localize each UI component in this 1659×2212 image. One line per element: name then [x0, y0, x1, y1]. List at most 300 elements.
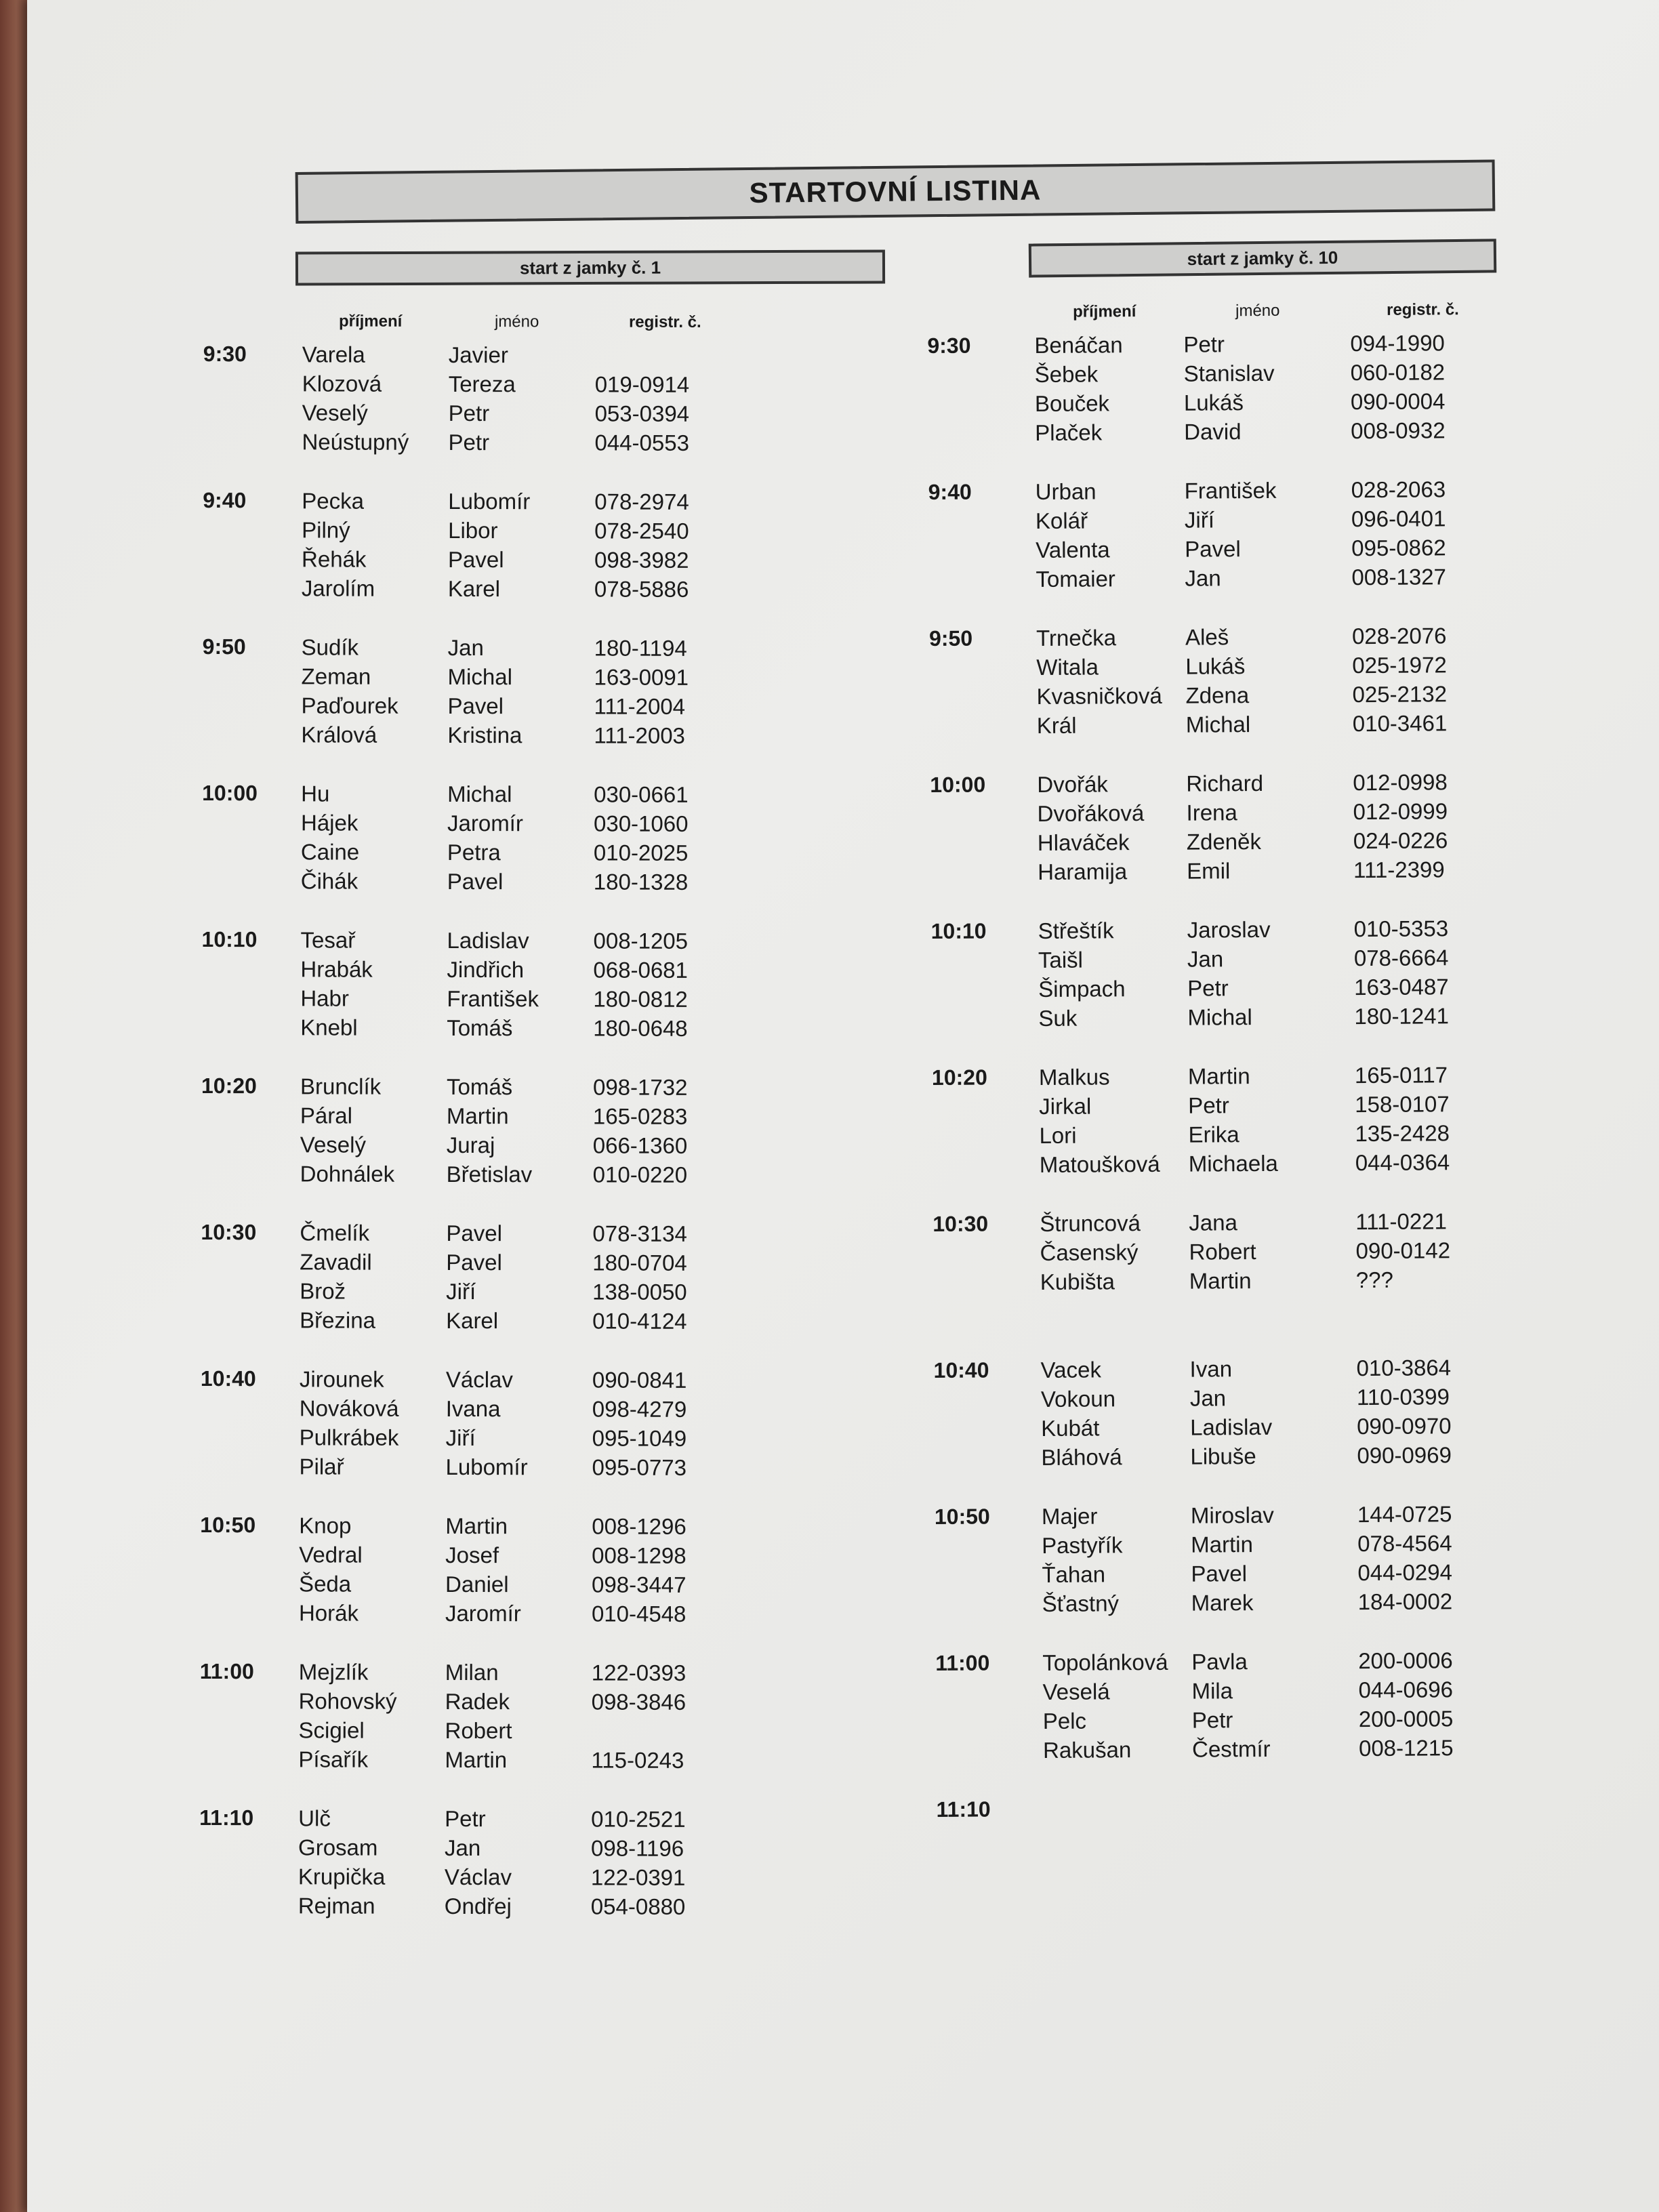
- player-row: [202, 927, 812, 958]
- player-registration: 010-4124: [592, 1308, 687, 1334]
- player-surname: Březina: [300, 1307, 376, 1333]
- player-surname: Šťastný: [1042, 1591, 1120, 1616]
- tee-time: 10:20: [201, 1073, 257, 1099]
- player-first-name: Pavel: [447, 546, 504, 573]
- player-first-name: Radek: [445, 1688, 510, 1715]
- player-row: [930, 827, 1540, 859]
- player-row: [934, 1383, 1544, 1416]
- player-row: [201, 1307, 811, 1338]
- player-surname: Paďourek: [301, 693, 398, 718]
- player-row: [199, 1717, 809, 1748]
- player-surname: Lori: [1039, 1122, 1077, 1149]
- player-surname: Grosam: [298, 1835, 378, 1860]
- player-first-name: Ivan: [1189, 1356, 1233, 1382]
- player-surname: Pecka: [302, 488, 365, 514]
- player-surname: Čmelík: [300, 1220, 370, 1246]
- player-first-name: Jiří: [446, 1278, 476, 1305]
- player-first-name: Pavel: [446, 1220, 503, 1246]
- player-surname: Štruncová: [1040, 1210, 1141, 1237]
- player-surname: Pilný: [302, 517, 350, 543]
- player-first-name: František: [447, 985, 539, 1012]
- player-surname: Valenta: [1036, 537, 1110, 563]
- player-registration: 090-0004: [1350, 388, 1446, 415]
- player-registration: 098-3447: [592, 1572, 687, 1597]
- player-registration: 010-2521: [591, 1806, 686, 1832]
- tee-time: 10:30: [933, 1211, 989, 1236]
- player-row: [933, 1208, 1542, 1240]
- player-registration: 066-1360: [592, 1132, 688, 1158]
- player-first-name: Robert: [1189, 1239, 1256, 1265]
- player-row: [203, 546, 813, 577]
- header-surname: příjmení: [1072, 302, 1136, 321]
- player-registration: 060-0182: [1350, 359, 1446, 386]
- player-registration: 010-2025: [593, 840, 689, 865]
- player-first-name: Petr: [1188, 1092, 1229, 1118]
- player-surname: Zeman: [301, 663, 371, 689]
- tee-time: 9:40: [203, 487, 247, 513]
- player-registration: 098-3982: [594, 547, 689, 573]
- player-registration: 078-4564: [1357, 1530, 1452, 1557]
- player-first-name: Michal: [447, 781, 512, 807]
- player-first-name: Zdeněk: [1186, 829, 1262, 855]
- player-row: [202, 810, 812, 840]
- player-row: [201, 1425, 811, 1455]
- player-row: [199, 1746, 809, 1777]
- player-row: [201, 1278, 811, 1309]
- player-surname: Písařík: [298, 1746, 369, 1772]
- player-first-name: Milan: [445, 1659, 499, 1685]
- player-surname: Vokoun: [1040, 1386, 1116, 1412]
- player-surname: Kvasničková: [1036, 682, 1162, 710]
- section-header-hole-10: [1029, 239, 1496, 277]
- tee-time: 10:30: [201, 1219, 257, 1245]
- player-row: [200, 1571, 810, 1601]
- player-row: [928, 417, 1538, 449]
- player-surname: Klozová: [302, 371, 382, 396]
- player-first-name: Richard: [1186, 770, 1264, 796]
- player-row: [202, 781, 812, 811]
- player-row: [929, 622, 1539, 655]
- player-surname: Suk: [1038, 1005, 1078, 1031]
- player-registration: 122-0391: [590, 1864, 686, 1890]
- player-row: [203, 575, 813, 606]
- tee-time-group: [200, 1513, 811, 1660]
- player-registration: 010-3864: [1356, 1355, 1452, 1381]
- player-registration: 008-1298: [592, 1542, 687, 1568]
- player-first-name: Jiří: [1184, 507, 1215, 533]
- player-row: [936, 1734, 1546, 1767]
- player-first-name: Jindřich: [447, 956, 525, 983]
- tee-time: 10:00: [202, 780, 258, 806]
- player-surname: Brož: [300, 1278, 346, 1304]
- player-first-name: Petr: [1187, 975, 1229, 1001]
- player-row: [931, 944, 1541, 977]
- player-first-name: Ladislav: [447, 927, 529, 954]
- tee-time-group: [199, 1659, 810, 1807]
- player-registration: 090-0970: [1357, 1413, 1452, 1439]
- player-registration: 090-0841: [592, 1367, 687, 1393]
- player-registration: 078-2974: [594, 489, 689, 514]
- player-row: [203, 429, 813, 459]
- player-surname: Dvořáková: [1037, 800, 1145, 827]
- player-surname: Jirkal: [1039, 1093, 1092, 1120]
- player-first-name: Lubomír: [448, 488, 531, 514]
- player-registration: 165-0117: [1354, 1062, 1448, 1088]
- header-registration: registr. č.: [1386, 300, 1459, 319]
- player-registration: 008-1205: [593, 928, 689, 954]
- tee-time-group: [931, 915, 1542, 1065]
- player-registration: 184-0002: [1357, 1589, 1453, 1615]
- player-surname: Dvořák: [1037, 771, 1108, 798]
- player-first-name: Michaela: [1188, 1150, 1278, 1176]
- section-header-hole-1: [295, 249, 885, 285]
- player-surname: Brunclík: [300, 1073, 382, 1099]
- player-surname: Zavadil: [300, 1249, 372, 1275]
- player-registration: 180-0812: [593, 986, 688, 1012]
- player-row: [932, 1120, 1542, 1152]
- player-surname: Hu: [301, 781, 330, 806]
- player-surname: Urban: [1035, 478, 1097, 505]
- player-row: [935, 1588, 1545, 1620]
- section-heading: start z jamky č. 1: [519, 257, 661, 278]
- player-row: [929, 680, 1539, 713]
- player-first-name: Kristina: [447, 722, 523, 748]
- player-surname: Král: [1036, 712, 1077, 739]
- player-surname: Dohnálek: [300, 1161, 395, 1187]
- player-row: [930, 769, 1540, 801]
- player-first-name: Michal: [1185, 712, 1251, 737]
- player-row: [200, 1659, 810, 1689]
- player-first-name: Jaromír: [447, 810, 523, 836]
- player-registration: 111-2004: [594, 693, 686, 719]
- player-registration: 044-0294: [1357, 1559, 1453, 1586]
- player-registration: 098-4279: [592, 1396, 687, 1422]
- player-surname: Haramija: [1038, 859, 1128, 885]
- player-surname: Taišl: [1038, 947, 1084, 973]
- player-first-name: František: [1184, 477, 1277, 504]
- player-row: [935, 1530, 1544, 1562]
- player-registration: 044-0696: [1358, 1677, 1454, 1703]
- player-registration: 180-1241: [1354, 1003, 1450, 1029]
- player-row: [199, 1835, 809, 1865]
- tee-time-group: [199, 1805, 810, 1953]
- header-registration: registr. č.: [628, 312, 701, 331]
- player-row: [200, 1688, 810, 1719]
- player-row: [933, 1237, 1542, 1269]
- player-first-name: Michal: [1187, 1004, 1252, 1030]
- player-surname: Knop: [299, 1513, 352, 1538]
- player-row: [932, 1090, 1542, 1123]
- player-registration: 053-0394: [594, 401, 690, 426]
- player-first-name: Lukáš: [1183, 390, 1244, 415]
- player-row: [934, 1354, 1544, 1387]
- document-title: STARTOVNÍ LISTINA: [749, 173, 1042, 209]
- player-surname: Šimpach: [1038, 976, 1126, 1002]
- player-registration: 110-0399: [1356, 1384, 1450, 1410]
- player-surname: Veselý: [302, 400, 368, 426]
- tee-time-group: [200, 1366, 811, 1514]
- player-surname: Jirounek: [299, 1366, 384, 1392]
- player-first-name: Lubomír: [445, 1454, 528, 1480]
- player-surname: Šeda: [299, 1571, 352, 1597]
- player-surname: Topolánková: [1042, 1649, 1168, 1675]
- player-row: [203, 371, 813, 401]
- player-row: [203, 517, 813, 548]
- player-first-name: Zdena: [1185, 682, 1250, 708]
- player-registration: 012-0998: [1353, 769, 1448, 796]
- player-first-name: Petr: [445, 1805, 486, 1832]
- player-registration: 008-1215: [1358, 1735, 1454, 1761]
- tee-time-group: [934, 1354, 1544, 1504]
- player-first-name: Jan: [445, 1835, 481, 1861]
- player-registration: 028-2076: [1351, 623, 1447, 649]
- player-registration: 078-3134: [592, 1221, 687, 1246]
- player-row: [202, 722, 812, 752]
- player-surname: Malkus: [1038, 1064, 1110, 1090]
- player-registration: 030-1060: [593, 811, 689, 836]
- player-registration: 044-0364: [1355, 1149, 1450, 1176]
- player-row: [199, 1893, 809, 1923]
- player-registration: 095-1049: [592, 1425, 687, 1451]
- tee-time-group: [935, 1647, 1546, 1797]
- header-first-name: jméno: [494, 312, 539, 331]
- player-first-name: Mila: [1191, 1678, 1233, 1704]
- player-row: [928, 563, 1538, 596]
- tee-time: 10:50: [200, 1512, 256, 1538]
- player-surname: Plaček: [1035, 419, 1103, 446]
- player-row: [928, 476, 1538, 508]
- player-surname: Řehák: [301, 546, 367, 572]
- header-surname: příjmení: [338, 312, 403, 331]
- player-registration: 078-5886: [594, 576, 689, 602]
- player-row: [935, 1647, 1545, 1679]
- player-row: [201, 1103, 811, 1133]
- player-first-name: Jan: [1187, 946, 1224, 972]
- player-row: [203, 663, 813, 694]
- player-first-name: Marek: [1191, 1590, 1254, 1616]
- player-surname: Králová: [301, 722, 377, 747]
- player-registration: 010-0220: [592, 1162, 688, 1187]
- player-surname: Benáčan: [1034, 332, 1123, 359]
- player-first-name: Petr: [448, 400, 490, 426]
- player-row: [931, 915, 1541, 947]
- player-registration: 138-0050: [592, 1279, 687, 1305]
- player-row: [200, 1542, 810, 1572]
- tee-time-group: [932, 1061, 1542, 1211]
- player-registration: 028-2063: [1351, 476, 1446, 503]
- tee-time: 9:30: [927, 333, 971, 358]
- player-row: [935, 1676, 1545, 1708]
- player-first-name: Libor: [448, 517, 498, 544]
- player-first-name: Karel: [447, 575, 501, 602]
- tee-time-group: [935, 1500, 1545, 1650]
- player-registration: 111-0221: [1355, 1208, 1447, 1235]
- player-registration: 098-1732: [592, 1074, 688, 1100]
- player-first-name: Aleš: [1185, 624, 1229, 650]
- player-first-name: Tereza: [448, 371, 516, 397]
- player-registration: 012-0999: [1353, 798, 1448, 825]
- player-surname: Knebl: [300, 1015, 358, 1040]
- player-surname: Krupička: [298, 1864, 386, 1889]
- player-first-name: Erika: [1188, 1122, 1240, 1147]
- player-surname: Tomaier: [1036, 566, 1115, 592]
- player-registration: 010-5353: [1353, 916, 1449, 942]
- section-heading: start z jamky č. 10: [1187, 247, 1338, 269]
- player-first-name: Václav: [445, 1366, 513, 1393]
- player-row: [203, 342, 813, 372]
- player-registration: 090-0969: [1357, 1442, 1452, 1469]
- player-registration: 180-0704: [592, 1250, 687, 1275]
- player-surname: Hrabák: [300, 956, 373, 982]
- tee-time: 10:10: [930, 918, 987, 943]
- player-first-name: Stanislav: [1183, 360, 1275, 386]
- player-row: [199, 1805, 809, 1836]
- player-row: [934, 1412, 1544, 1445]
- column-headers: [927, 300, 1537, 333]
- player-row: [933, 1266, 1543, 1298]
- tee-time: 10:40: [200, 1366, 256, 1391]
- player-surname: Kubišta: [1040, 1269, 1115, 1295]
- player-surname: Vedral: [299, 1542, 363, 1568]
- player-row: [200, 1513, 810, 1543]
- player-surname: Kubát: [1041, 1415, 1100, 1441]
- player-first-name: Miroslav: [1190, 1502, 1274, 1528]
- player-row: [928, 505, 1538, 537]
- player-registration: 098-1196: [591, 1835, 684, 1861]
- player-first-name: Ondřej: [444, 1893, 512, 1919]
- player-row: [202, 839, 812, 869]
- player-first-name: Petr: [1183, 331, 1225, 357]
- player-row: [928, 388, 1538, 420]
- player-registration: 094-1990: [1350, 330, 1445, 356]
- player-row: [936, 1705, 1546, 1738]
- player-registration: 111-2003: [594, 722, 685, 748]
- player-first-name: Lukáš: [1185, 653, 1246, 679]
- tee-time: 10:50: [934, 1504, 990, 1529]
- player-first-name: Jan: [1189, 1385, 1227, 1411]
- player-surname: Ulč: [298, 1805, 331, 1831]
- tee-time: 10:00: [930, 772, 986, 797]
- player-surname: Veselá: [1042, 1679, 1110, 1704]
- start-list-hole-10: [927, 300, 1547, 1944]
- player-registration: 095-0773: [592, 1454, 687, 1480]
- player-first-name: Jiří: [445, 1425, 476, 1451]
- player-surname: Kolář: [1035, 508, 1088, 534]
- player-first-name: Petr: [1191, 1707, 1233, 1733]
- player-row: [930, 798, 1540, 830]
- tee-time-group: [203, 488, 813, 636]
- player-row: [201, 1073, 811, 1104]
- player-row: [203, 634, 813, 665]
- tee-time: 10:10: [201, 926, 258, 952]
- player-registration: 180-1194: [594, 635, 687, 661]
- player-registration: 180-0648: [593, 1015, 688, 1041]
- tee-time: 9:50: [928, 626, 973, 651]
- player-row: [201, 956, 811, 987]
- player-surname: Páral: [300, 1103, 352, 1128]
- player-first-name: Libuše: [1190, 1443, 1256, 1469]
- player-surname: Bouček: [1034, 390, 1110, 417]
- player-first-name: Ivana: [445, 1395, 501, 1422]
- player-surname: Majer: [1041, 1503, 1098, 1530]
- player-row: [927, 330, 1537, 363]
- player-row: [929, 651, 1539, 684]
- player-row: [930, 856, 1540, 888]
- player-surname: Vacek: [1040, 1357, 1102, 1383]
- player-surname: Rohovský: [298, 1688, 397, 1714]
- player-first-name: Pavel: [447, 868, 504, 895]
- player-row: [928, 359, 1538, 392]
- player-registration: 165-0283: [592, 1103, 688, 1129]
- player-row: [201, 1161, 811, 1191]
- player-row: [202, 868, 812, 899]
- player-surname: Hájek: [300, 810, 359, 836]
- player-first-name: Pavel: [1191, 1561, 1248, 1586]
- player-row: [935, 1500, 1544, 1533]
- player-row: [928, 534, 1538, 567]
- player-registration: 095-0862: [1351, 535, 1446, 561]
- player-registration: 024-0226: [1353, 827, 1448, 854]
- player-row: [932, 1061, 1542, 1094]
- tee-time-group: [928, 476, 1539, 626]
- player-registration: 180-1328: [593, 869, 689, 895]
- player-registration: 090-0142: [1355, 1237, 1451, 1264]
- player-row: [935, 1559, 1544, 1591]
- player-registration: 025-2132: [1352, 681, 1448, 708]
- column-headers: [203, 312, 813, 343]
- player-first-name: Emil: [1187, 858, 1231, 884]
- player-first-name: Jaromír: [445, 1600, 521, 1626]
- player-first-name: Václav: [444, 1864, 512, 1890]
- player-registration: 200-0006: [1358, 1647, 1453, 1674]
- player-first-name: Martin: [1189, 1268, 1252, 1294]
- player-registration: 008-0932: [1351, 417, 1446, 444]
- player-surname: Varela: [302, 342, 365, 367]
- player-row: [930, 710, 1540, 742]
- player-surname: Šebek: [1034, 361, 1099, 388]
- player-registration: 054-0880: [590, 1893, 686, 1919]
- tee-time-group: [201, 1073, 811, 1221]
- player-first-name: Jana: [1189, 1210, 1237, 1235]
- player-row: [934, 1441, 1544, 1474]
- player-surname: Hlaváček: [1037, 830, 1130, 856]
- player-first-name: Ladislav: [1190, 1414, 1273, 1440]
- player-registration: 078-6664: [1353, 945, 1449, 971]
- tee-time: 10:20: [931, 1065, 987, 1090]
- player-first-name: Robert: [445, 1717, 512, 1744]
- player-surname: Mejzlík: [298, 1659, 369, 1685]
- player-registration: 122-0393: [591, 1660, 687, 1685]
- player-row: [201, 1015, 811, 1045]
- player-first-name: Jan: [447, 634, 484, 661]
- player-first-name: Tomáš: [447, 1015, 513, 1041]
- player-registration: 098-3846: [591, 1689, 687, 1715]
- player-registration: 008-1296: [592, 1513, 687, 1539]
- player-surname: Rejman: [298, 1893, 375, 1919]
- player-registration: ???: [1355, 1267, 1393, 1293]
- player-registration: 019-0914: [594, 371, 690, 397]
- player-row: [203, 488, 813, 518]
- header-first-name: jméno: [1235, 301, 1280, 321]
- player-first-name: Pavel: [1185, 536, 1241, 562]
- player-registration: 025-1972: [1352, 652, 1447, 678]
- player-first-name: Pavla: [1191, 1649, 1248, 1675]
- player-registration: 144-0725: [1357, 1501, 1452, 1528]
- tee-time-group: [201, 1220, 811, 1368]
- player-first-name: David: [1184, 419, 1242, 445]
- player-first-name: Petra: [447, 839, 501, 865]
- tee-time-group: [203, 342, 813, 489]
